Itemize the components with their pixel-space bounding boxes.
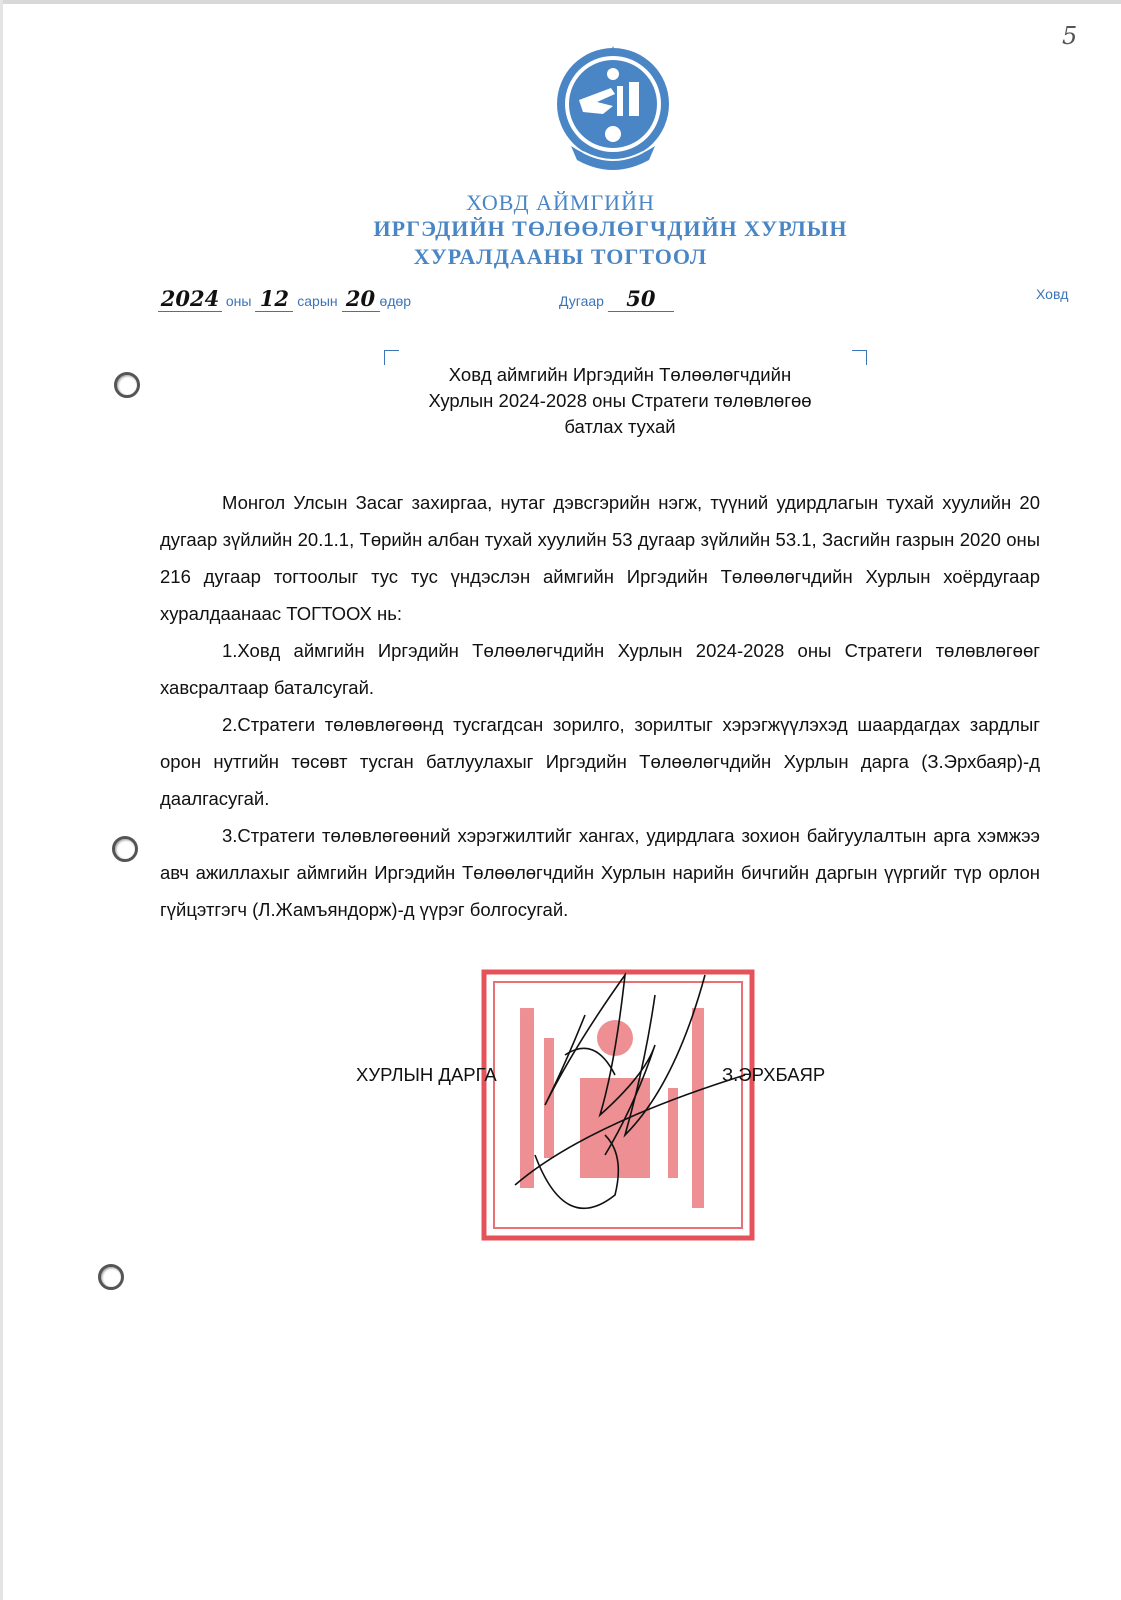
resolution-item-1: 1.Ховд аймгийн Иргэдийн Төлөөлөгчдийн Хурлын 2024-2028 оны Стратеги төлөвлөгөөг хавсралтаар батaлсугай. [160, 640, 1040, 698]
preamble-paragraph: Монгол Улсын Засаг захиргаа, нутаг дэвсгэрийн нэгж, түүний удирдлагын тухай хуулийн 20 дугаар зүйлийн 20.1.1, Төрийн албан тухай хуулийн 53 дугаар зүйлийн 53.1, Засгийн газрын 2020 оны 216 дугаар тогтоолыг тус тус үндэслэн аймгийн Иргэдийн Төлөөлөгчдийн Хурлын хоёрдугаар хуралдаанаас ТОГТООХ нь: [160, 492, 1040, 624]
state-emblem-icon [553, 42, 673, 182]
page-number: 5 [1062, 22, 1078, 50]
date-day: 20 [342, 286, 380, 312]
signatory-role: ХУРЛЫН ДАРГА [356, 1064, 497, 1085]
resolution-item-3: 3.Стратеги төлөвлөгөөний хэрэгжилтийг хангах, удирдлага зохион байгуулалтын арга хэмжээ авч ажиллахыг аймгийн Иргэдийн Төлөөлөгчдийн Хурлын нарийн бичгийн даргын үүргийг түр орлон гүйцэтгэгч (Л.Жамъяндорж)-д үүрэг болгосугай. [160, 825, 1040, 920]
header-org-name: ИРГЭДИЙН ТӨЛӨӨЛӨГЧДИЙН ХУРЛЫН [373, 216, 848, 241]
handwritten-signature [505, 955, 755, 1225]
binder-hole [114, 372, 140, 398]
document-place: Ховд [1036, 286, 1069, 302]
signatory-name: З.ЭРХБАЯР [722, 1064, 826, 1085]
number-label: Дугаар [559, 293, 604, 309]
resolution-item-2: 2.Стратеги төлөвлөгөөнд тусгагдсан зорилго, зорилтыг хэрэгжүүлэхэд шаардагдах зардлыг орон нутгийн төсөвт тусган батлуулахыг Иргэдийн Төлөөлөгчдийн Хурлын дарга (З.Эрхбаяр)-д даалгасугай. [160, 714, 1040, 809]
binder-hole [112, 836, 138, 862]
date-year: 2024 [158, 286, 222, 312]
header-org-line: ХОВД АЙМГИЙН [466, 190, 655, 215]
date-month: 12 [255, 286, 293, 312]
number-value: 50 [608, 286, 674, 312]
date-month-suffix: сарын [297, 293, 338, 309]
subject-line: Ховд аймгийн Иргэдийн Төлөөлөгчдийн [448, 364, 792, 385]
date-year-suffix: оны [225, 293, 252, 309]
document-body [160, 484, 1040, 928]
document-number [559, 286, 674, 312]
date-day-suffix: өдөр [379, 293, 412, 309]
page-edge [0, 0, 1121, 4]
subject-line: Хурлын 2024-2028 оны Стратеги төлөвлөгөө [428, 390, 812, 411]
document-type: ХУРАЛДААНЫ ТОГТООЛ [413, 244, 708, 269]
document-subject [360, 362, 880, 440]
page-edge-left [0, 0, 3, 1600]
document-date [158, 286, 411, 312]
subject-line: батлах тухай [564, 416, 676, 437]
binder-hole [98, 1264, 124, 1290]
